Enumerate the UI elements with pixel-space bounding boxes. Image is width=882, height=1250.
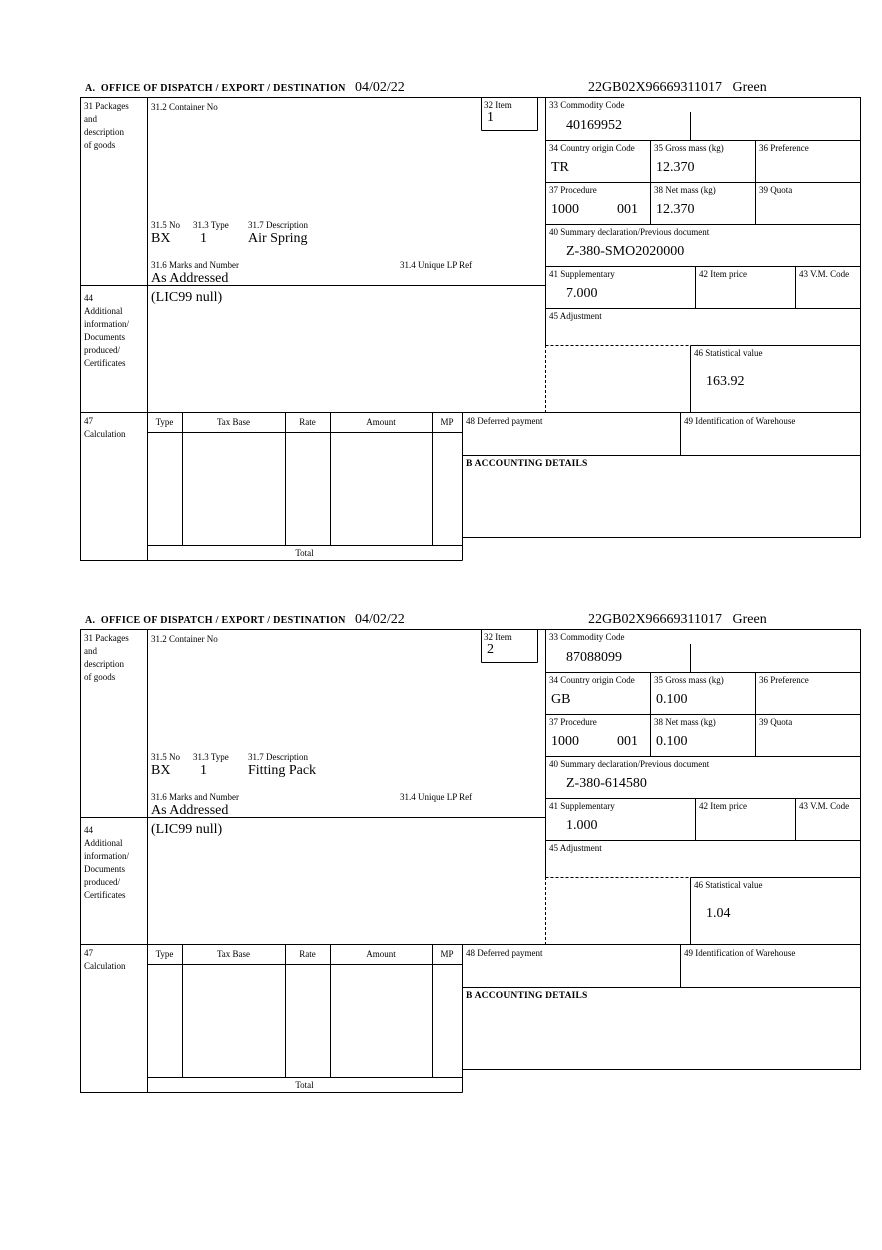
- declaration-form: [80, 629, 861, 1094]
- label-b-accounting-details: B ACCOUNTING DETAILS: [466, 991, 588, 1001]
- label-48-deferred-payment: 48 Deferred payment: [466, 416, 543, 426]
- label-total: Total: [295, 548, 314, 558]
- commodity-code-value: 87088099: [566, 650, 622, 665]
- label-38-net-mass: 38 Net mass (kg): [654, 185, 716, 195]
- label-45-adjustment: 45 Adjustment: [549, 311, 602, 321]
- additional-information-value: (LIC99 null): [151, 822, 223, 837]
- additional-information-value: (LIC99 null): [151, 290, 223, 305]
- label-31-6-marks: 31.6 Marks and Number: [151, 260, 239, 270]
- label-41-supplementary: 41 Supplementary: [549, 801, 615, 811]
- declaration-reference: 22GB02X96669311017 Green: [588, 80, 767, 95]
- procedure-code-2-value: 001: [617, 734, 638, 749]
- label-43-vm-code: 43 V.M. Code: [799, 269, 850, 279]
- country-origin-value: TR: [551, 160, 569, 175]
- declaration-date: 04/02/22: [355, 80, 405, 95]
- table-header-mp: MP: [440, 417, 454, 427]
- label-49-identification-warehouse: 49 Identification of Warehouse: [684, 948, 796, 958]
- label-40-summary-declaration: 40 Summary declaration/Previous document: [549, 227, 710, 237]
- label-39-quota: 39 Quota: [759, 717, 793, 727]
- label-44: 44: [84, 825, 93, 835]
- label-44-line4: Documents: [84, 864, 125, 874]
- table-header-tax-base: Tax Base: [216, 949, 251, 959]
- table-header-rate: Rate: [299, 949, 316, 959]
- label-34-country-origin-code: 34 Country origin Code: [549, 675, 635, 685]
- summary-declaration-value: Z-380-614580: [566, 776, 647, 791]
- statistical-value: 1.04: [706, 906, 731, 921]
- label-45-adjustment: 45 Adjustment: [549, 843, 602, 853]
- label-37-procedure: 37 Procedure: [549, 717, 597, 727]
- label-34-country-origin-code: 34 Country origin Code: [549, 143, 635, 153]
- label-44-line3: information/: [84, 851, 129, 861]
- statistical-value: 163.92: [706, 374, 745, 389]
- label-31-3-type: 31.3 Type: [193, 752, 229, 762]
- item-number-value: 1: [487, 110, 494, 125]
- country-origin-value: GB: [551, 692, 571, 707]
- label-47: 47: [84, 948, 93, 958]
- declaration-block: [0, 610, 882, 1142]
- table-header-rate: Rate: [299, 417, 316, 427]
- label-36-preference: 36 Preference: [759, 675, 809, 685]
- label-total: Total: [295, 1080, 314, 1090]
- label-44-line6: Certificates: [84, 358, 126, 368]
- office-of-dispatch-label: A. OFFICE OF DISPATCH / EXPORT / DESTINATION: [85, 615, 346, 626]
- declaration-form: [80, 97, 861, 562]
- net-mass-value: 12.370: [656, 202, 695, 217]
- declaration-date: 04/02/22: [355, 612, 405, 627]
- net-mass-value: 0.100: [656, 734, 688, 749]
- declaration-reference: 22GB02X96669311017 Green: [588, 612, 767, 627]
- label-35-gross-mass: 35 Gross mass (kg): [654, 675, 724, 685]
- label-33-commodity-code: 33 Commodity Code: [549, 100, 625, 110]
- label-31-5-no: 31.5 No: [151, 752, 180, 762]
- label-31-packages: 31 Packages: [84, 101, 129, 111]
- label-47-calculation: Calculation: [84, 429, 126, 439]
- form-grid-lines: [80, 629, 861, 1094]
- table-header-tax-base: Tax Base: [216, 417, 251, 427]
- label-44: 44: [84, 293, 93, 303]
- table-header-type: Type: [155, 417, 174, 427]
- supplementary-units-value: 7.000: [566, 286, 598, 301]
- label-43-vm-code: 43 V.M. Code: [799, 801, 850, 811]
- summary-declaration-value: Z-380-SMO2020000: [566, 244, 685, 259]
- packages-type-value: 1: [200, 231, 207, 246]
- label-46-statistical-value: 46 Statistical value: [694, 880, 763, 890]
- item-number-value: 2: [487, 642, 494, 657]
- label-31-3-type: 31.3 Type: [193, 220, 229, 230]
- table-header-mp: MP: [440, 949, 454, 959]
- label-40-summary-declaration: 40 Summary declaration/Previous document: [549, 759, 710, 769]
- declaration-block: [0, 78, 882, 610]
- label-44-line4: Documents: [84, 332, 125, 342]
- procedure-code-value: 1000: [551, 202, 579, 217]
- label-31-packages-line2: and: [84, 114, 97, 124]
- packages-no-value: BX: [151, 231, 171, 246]
- label-31-4-unique-lp-ref: 31.4 Unique LP Ref: [400, 260, 473, 270]
- label-32-item: 32 Item: [484, 632, 512, 642]
- marks-and-number-value: As Addressed: [151, 803, 229, 818]
- label-41-supplementary: 41 Supplementary: [549, 269, 615, 279]
- form-grid-lines: [80, 97, 861, 562]
- label-46-statistical-value: 46 Statistical value: [694, 348, 763, 358]
- label-44-line2: Additional: [84, 306, 123, 316]
- table-header-amount: Amount: [366, 417, 396, 427]
- table-header-amount: Amount: [366, 949, 396, 959]
- label-33-commodity-code: 33 Commodity Code: [549, 632, 625, 642]
- table-header-type: Type: [155, 949, 174, 959]
- label-31-2-container-no: 31.2 Container No: [151, 634, 218, 644]
- label-31-packages: 31 Packages: [84, 633, 129, 643]
- procedure-code-2-value: 001: [617, 202, 638, 217]
- packages-no-value: BX: [151, 763, 171, 778]
- label-b-accounting-details: B ACCOUNTING DETAILS: [466, 459, 588, 469]
- gross-mass-value: 0.100: [656, 692, 688, 707]
- label-38-net-mass: 38 Net mass (kg): [654, 717, 716, 727]
- label-44-line6: Certificates: [84, 890, 126, 900]
- office-of-dispatch-label: A. OFFICE OF DISPATCH / EXPORT / DESTINATION: [85, 83, 346, 94]
- label-31-packages-line3: description: [84, 127, 124, 137]
- goods-description-value: Fitting Pack: [248, 763, 317, 778]
- label-31-7-description: 31.7 Description: [248, 220, 308, 230]
- label-31-2-container-no: 31.2 Container No: [151, 102, 218, 112]
- label-31-7-description: 31.7 Description: [248, 752, 308, 762]
- label-44-line3: information/: [84, 319, 129, 329]
- label-44-line5: produced/: [84, 345, 120, 355]
- marks-and-number-value: As Addressed: [151, 271, 229, 286]
- label-31-4-unique-lp-ref: 31.4 Unique LP Ref: [400, 792, 473, 802]
- goods-description-value: Air Spring: [248, 231, 308, 246]
- label-48-deferred-payment: 48 Deferred payment: [466, 948, 543, 958]
- label-49-identification-warehouse: 49 Identification of Warehouse: [684, 416, 796, 426]
- supplementary-units-value: 1.000: [566, 818, 598, 833]
- label-44-line5: produced/: [84, 877, 120, 887]
- label-31-6-marks: 31.6 Marks and Number: [151, 792, 239, 802]
- label-31-packages-line3: description: [84, 659, 124, 669]
- packages-type-value: 1: [200, 763, 207, 778]
- label-39-quota: 39 Quota: [759, 185, 793, 195]
- label-31-5-no: 31.5 No: [151, 220, 180, 230]
- label-32-item: 32 Item: [484, 100, 512, 110]
- label-44-line2: Additional: [84, 838, 123, 848]
- label-47-calculation: Calculation: [84, 961, 126, 971]
- label-31-packages-line4: of goods: [84, 140, 116, 150]
- label-37-procedure: 37 Procedure: [549, 185, 597, 195]
- label-36-preference: 36 Preference: [759, 143, 809, 153]
- label-47: 47: [84, 416, 93, 426]
- label-31-packages-line2: and: [84, 646, 97, 656]
- commodity-code-value: 40169952: [566, 118, 622, 133]
- procedure-code-value: 1000: [551, 734, 579, 749]
- label-31-packages-line4: of goods: [84, 672, 116, 682]
- label-42-item-price: 42 Item price: [699, 801, 747, 811]
- label-35-gross-mass: 35 Gross mass (kg): [654, 143, 724, 153]
- label-42-item-price: 42 Item price: [699, 269, 747, 279]
- gross-mass-value: 12.370: [656, 160, 695, 175]
